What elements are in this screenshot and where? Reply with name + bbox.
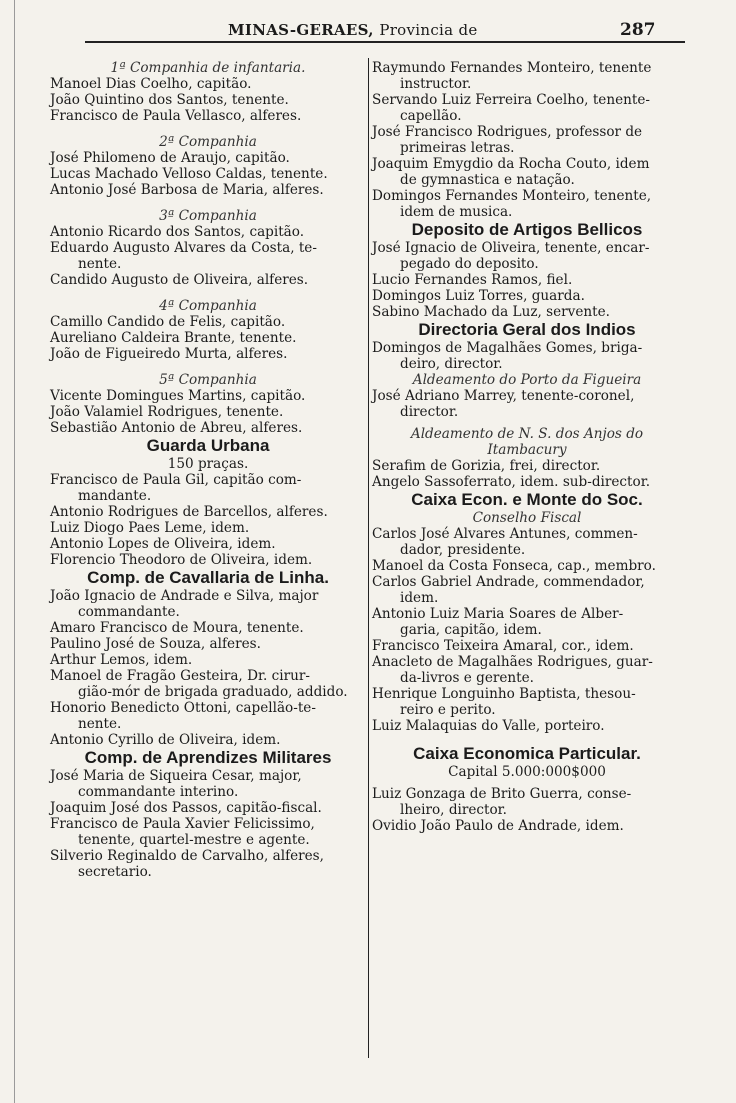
entry-line: deiro, director. xyxy=(400,356,503,372)
entry-line: José Philomeno de Araujo, capitão. xyxy=(50,150,290,166)
entry-line: José Ignacio de Oliveira, tenente, encar- xyxy=(372,240,650,256)
page-edge xyxy=(14,0,15,1103)
entry-line: nente. xyxy=(78,256,122,272)
entry-line: Sebastião Antonio de Abreu, alferes. xyxy=(50,420,303,436)
section-subtitle: 4ª Companhia xyxy=(159,298,257,314)
entry-line: João Quintino dos Santos, tenente. xyxy=(50,92,289,108)
section-heading: Directoria Geral dos Indios xyxy=(418,320,636,339)
entry-line: Antonio Rodrigues de Barcellos, alferes. xyxy=(50,504,328,520)
entry-line: Domingos de Magalhães Gomes, briga- xyxy=(372,340,643,356)
section-subtitle: 2ª Companhia xyxy=(159,134,257,150)
entry-line: Raymundo Fernandes Monteiro, tenente xyxy=(372,60,652,76)
companhia-2-section xyxy=(50,134,366,198)
capital-line: Capital 5.000:000$000 xyxy=(448,764,606,780)
continued-entries xyxy=(372,60,682,220)
entry-line: de gymnastica e natação. xyxy=(400,172,575,188)
caixa-econ-section xyxy=(372,490,682,734)
column-divider xyxy=(368,58,369,1058)
page-header xyxy=(0,21,736,41)
entry-line: Amaro Francisco de Moura, tenente. xyxy=(50,620,304,636)
entry-line: Francisco de Paula Xavier Felicissimo, xyxy=(50,816,315,832)
entry-line: Camillo Candido de Felis, capitão. xyxy=(50,314,286,330)
spacer xyxy=(50,198,366,208)
entry-line: Antonio Cyrillo de Oliveira, idem. xyxy=(50,732,281,748)
entry-line: Eduardo Augusto Alvares da Costa, te- xyxy=(50,240,317,256)
entry-line: Antonio Ricardo dos Santos, capitão. xyxy=(50,224,305,240)
entry-line: Francisco Teixeira Amaral, cor., idem. xyxy=(372,638,634,654)
entry-line: Aureliano Caldeira Brante, tenente. xyxy=(50,330,297,346)
entry-line: Manoel de Fragão Gesteira, Dr. cirur- xyxy=(50,668,310,684)
spacer xyxy=(50,288,366,298)
entry-line: Antonio Luiz Maria Soares de Alber- xyxy=(372,606,624,622)
entry-line: lheiro, director. xyxy=(400,802,507,818)
entry-line: mandante. xyxy=(78,488,152,504)
deposito-section xyxy=(372,220,682,320)
entry-line: commandante. xyxy=(78,604,180,620)
header-rule xyxy=(85,41,685,43)
entry-line: idem de musica. xyxy=(400,204,513,220)
entry-line: Carlos José Alvares Antunes, commen- xyxy=(372,526,638,542)
companhia-1-section xyxy=(50,60,366,124)
entry-line: tenente, quartel-mestre e agente. xyxy=(78,832,310,848)
entry-line: secretario. xyxy=(78,864,152,880)
spacer xyxy=(50,362,366,372)
entry-line: garia, capitão, idem. xyxy=(400,622,542,638)
aldeamento-heading: Aldeamento do Porto da Figueira xyxy=(412,372,642,388)
running-title xyxy=(228,21,478,39)
strength-line: 150 praças. xyxy=(167,456,249,472)
entry-line: Carlos Gabriel Andrade, commendador, xyxy=(372,574,645,590)
section-heading: Caixa Econ. e Monte do Soc. xyxy=(411,490,643,509)
entry-line: José Maria de Siqueira Cesar, major, xyxy=(50,768,302,784)
entry-line: João Valamiel Rodrigues, tenente. xyxy=(50,404,284,420)
entry-line: Manoel da Costa Fonseca, cap., membro. xyxy=(372,558,656,574)
entry-line: Luiz Diogo Paes Leme, idem. xyxy=(50,520,250,536)
left-column xyxy=(50,60,366,880)
entry-line: Lucas Machado Velloso Caldas, tenente. xyxy=(50,166,328,182)
aldeamento-heading: Itambacury xyxy=(487,442,567,458)
guarda-urbana-section xyxy=(50,436,366,568)
entry-line: idem. xyxy=(400,590,439,606)
section-heading: Guarda Urbana xyxy=(146,436,270,455)
aprendizes-section xyxy=(50,748,366,880)
entry-line: pegado do deposito. xyxy=(400,256,539,272)
section-subtitle: 1ª Companhia de infantaria. xyxy=(110,60,306,76)
right-column xyxy=(372,60,682,834)
entry-line: Luiz Gonzaga de Brito Guerra, conse- xyxy=(372,786,632,802)
entry-line: Luiz Malaquias do Valle, porteiro. xyxy=(372,718,605,734)
entry-line: Serafim de Gorizia, frei, director. xyxy=(372,458,601,474)
entry-line: José Adriano Marrey, tenente-coronel, xyxy=(372,388,635,404)
entry-line: João de Figueiredo Murta, alferes. xyxy=(50,346,288,362)
entry-line: Anacleto de Magalhães Rodrigues, guar- xyxy=(372,654,653,670)
section-heading: Caixa Economica Particular. xyxy=(413,744,641,763)
section-heading: Comp. de Cavallaria de Linha. xyxy=(87,568,329,587)
entry-line: João Ignacio de Andrade e Silva, major xyxy=(50,588,319,604)
companhia-5-section xyxy=(50,372,366,436)
entry-line: director. xyxy=(400,404,459,420)
entry-line: Lucio Fernandes Ramos, fiel. xyxy=(372,272,573,288)
entry-line: Servando Luiz Ferreira Coelho, tenente- xyxy=(372,92,650,108)
entry-line: Manoel Dias Coelho, capitão. xyxy=(50,76,252,92)
entry-line: Henrique Longuinho Baptista, thesou- xyxy=(372,686,636,702)
section-subtitle: 3ª Companhia xyxy=(159,208,257,224)
companhia-3-section xyxy=(50,208,366,288)
state-name: MINAS-GERAES, xyxy=(228,21,374,39)
entry-line: Francisco de Paula Vellasco, alferes. xyxy=(50,108,302,124)
entry-line: Ovidio João Paulo de Andrade, idem. xyxy=(372,818,624,834)
entry-line: nente. xyxy=(78,716,122,732)
entry-line: Joaquim Emygdio da Rocha Couto, idem xyxy=(372,156,650,172)
entry-line: gião-mór de brigada graduado, addido. xyxy=(78,684,348,700)
section-subtitle: 5ª Companhia xyxy=(159,372,257,388)
entry-line: Domingos Fernandes Monteiro, tenente, xyxy=(372,188,652,204)
entry-line: Antonio Lopes de Oliveira, idem. xyxy=(50,536,276,552)
entry-line: Vicente Domingues Martins, capitão. xyxy=(50,388,306,404)
section-subtitle: Conselho Fiscal xyxy=(472,510,582,526)
entry-line: Arthur Lemos, idem. xyxy=(50,652,193,668)
entry-line: Florencio Theodoro de Oliveira, idem. xyxy=(50,552,313,568)
entry-line: José Francisco Rodrigues, professor de xyxy=(372,124,643,140)
section-heading: Deposito de Artigos Bellicos xyxy=(411,220,643,239)
section-heading: Comp. de Aprendizes Militares xyxy=(84,748,332,767)
spacer xyxy=(50,124,366,134)
entry-line: instructor. xyxy=(400,76,472,92)
aldeamento-heading: Aldeamento de N. S. dos Anjos do xyxy=(410,426,644,442)
entry-line: primeiras letras. xyxy=(400,140,515,156)
cavallaria-section xyxy=(50,568,366,748)
entry-line: Paulino José de Souza, alferes. xyxy=(50,636,261,652)
entry-line: Candido Augusto de Oliveira, alferes. xyxy=(50,272,309,288)
caixa-particular-section xyxy=(372,734,682,834)
entry-line: commandante interino. xyxy=(78,784,239,800)
province-label: Provincia de xyxy=(379,21,478,39)
indios-section xyxy=(372,320,682,490)
entry-line: reiro e perito. xyxy=(400,702,496,718)
entry-line: Joaquim José dos Passos, capitão-fiscal. xyxy=(50,800,322,816)
entry-line: Antonio José Barbosa de Maria, alferes. xyxy=(50,182,324,198)
page-number: 287 xyxy=(620,20,656,40)
spacer xyxy=(372,734,682,744)
entry-line: Angelo Sassoferrato, idem. sub-director. xyxy=(372,474,651,490)
companhia-4-section xyxy=(50,298,366,362)
entry-line: da-livros e gerente. xyxy=(400,670,534,686)
entry-line: capellão. xyxy=(400,108,462,124)
entry-line: Sabino Machado da Luz, servente. xyxy=(372,304,610,320)
entry-line: Francisco de Paula Gil, capitão com- xyxy=(50,472,302,488)
entry-line: Domingos Luiz Torres, guarda. xyxy=(372,288,585,304)
entry-line: Honorio Benedicto Ottoni, capellão-te- xyxy=(50,700,316,716)
entry-line: Silverio Reginaldo de Carvalho, alferes, xyxy=(50,848,324,864)
entry-line: dador, presidente. xyxy=(400,542,526,558)
